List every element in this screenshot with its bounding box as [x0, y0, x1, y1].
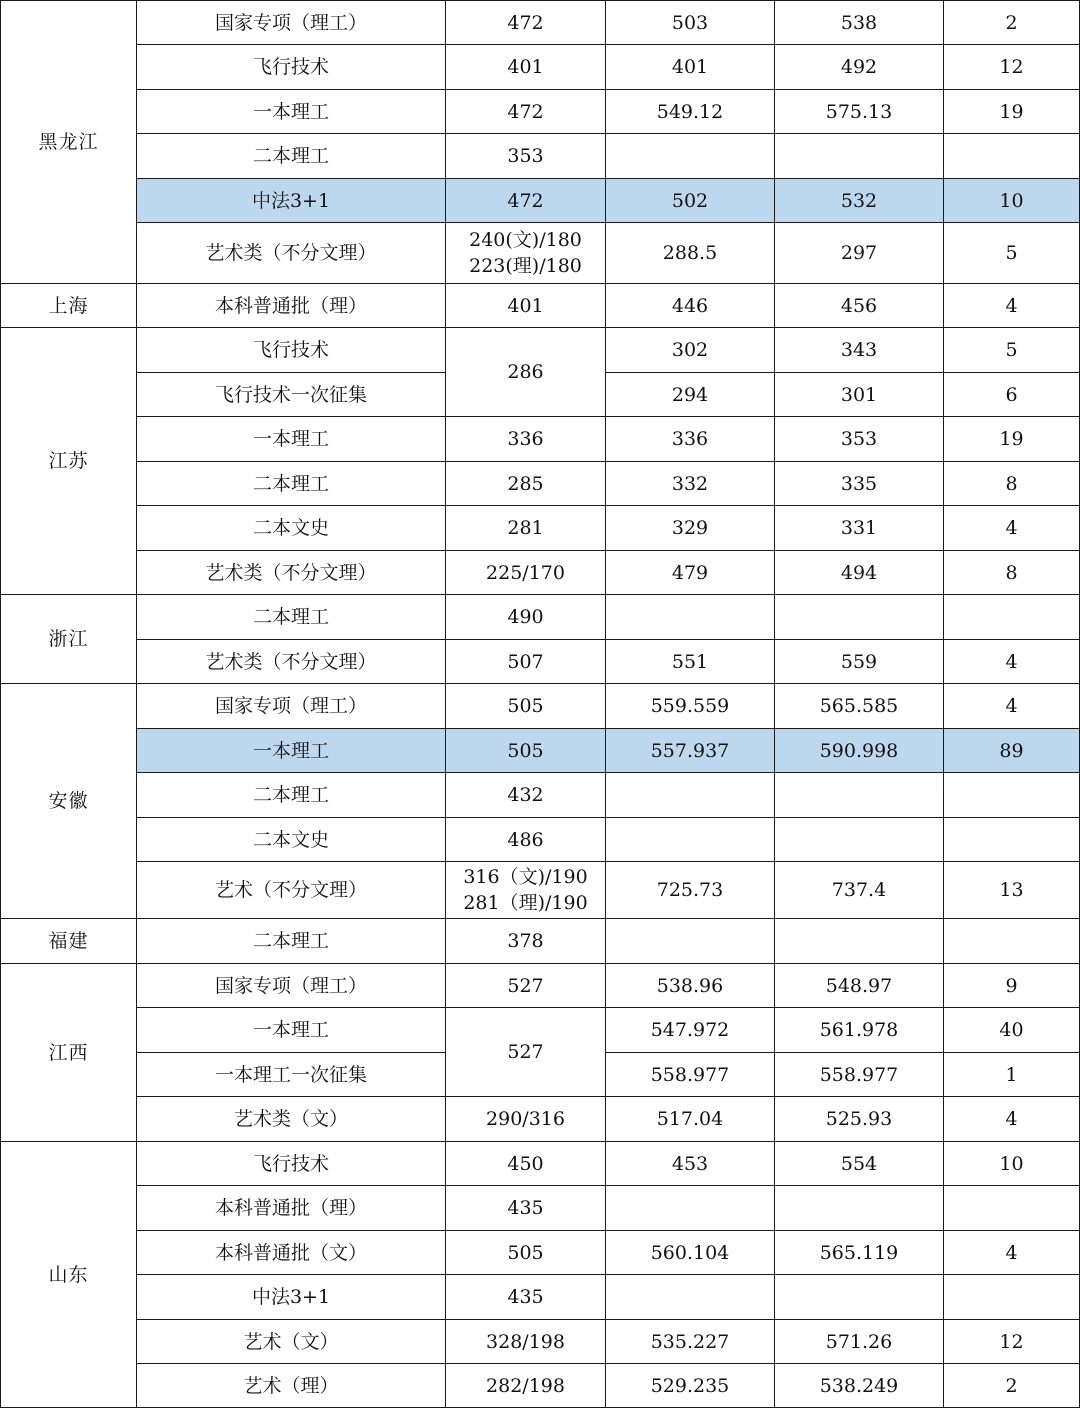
control-score-cell: 472	[446, 179, 606, 223]
max-score-cell: 565.119	[775, 1231, 944, 1275]
count-cell: 5	[944, 328, 1080, 373]
max-score-cell: 565.585	[775, 684, 944, 729]
min-score-cell: 502	[606, 179, 775, 223]
min-score-cell: 560.104	[606, 1231, 775, 1275]
min-score-cell: 288.5	[606, 223, 775, 284]
count-cell: 89	[944, 729, 1080, 773]
min-score-cell: 446	[606, 284, 775, 328]
table-row	[1, 551, 1080, 595]
max-score-cell: 353	[775, 417, 944, 462]
count-cell	[944, 773, 1080, 818]
category-cell: 一本理工一次征集	[137, 1053, 446, 1097]
count-cell: 19	[944, 90, 1080, 134]
table-row	[1, 1, 1080, 45]
min-score-cell: 549.12	[606, 90, 775, 134]
category-cell: 艺术类（不分文理）	[137, 551, 446, 595]
category-cell: 艺术类（文）	[137, 1097, 446, 1142]
province-cell: 山东	[1, 1142, 137, 1408]
province-cell: 浙江	[1, 595, 137, 684]
count-cell: 19	[944, 417, 1080, 462]
control-score-line: 281（理)/190	[463, 892, 588, 914]
count-cell: 4	[944, 684, 1080, 729]
min-score-cell: 479	[606, 551, 775, 595]
min-score-cell: 453	[606, 1142, 775, 1186]
count-cell: 13	[944, 862, 1080, 919]
category-cell: 飞行技术	[137, 328, 446, 373]
min-score-cell: 517.04	[606, 1097, 775, 1142]
control-score-cell: 450	[446, 1142, 606, 1186]
category-cell: 本科普通批（文）	[137, 1231, 446, 1275]
control-score-cell: 490	[446, 595, 606, 640]
count-cell: 6	[944, 373, 1080, 417]
min-score-cell: 559.559	[606, 684, 775, 729]
max-score-cell: 492	[775, 45, 944, 90]
min-score-cell: 294	[606, 373, 775, 417]
control-score-cell	[446, 862, 606, 919]
category-cell: 二本理工	[137, 595, 446, 640]
max-score-cell: 554	[775, 1142, 944, 1186]
control-score-cell: 281	[446, 506, 606, 551]
category-cell: 飞行技术	[137, 45, 446, 90]
table-row	[1, 640, 1080, 684]
table-row	[1, 462, 1080, 506]
control-score-cell: 486	[446, 818, 606, 862]
category-cell: 国家专项（理工）	[137, 964, 446, 1008]
province-cell: 黑龙江	[1, 1, 137, 284]
min-score-cell: 332	[606, 462, 775, 506]
max-score-cell: 559	[775, 640, 944, 684]
max-score-cell: 297	[775, 223, 944, 284]
category-cell: 二本理工	[137, 919, 446, 964]
count-cell: 12	[944, 1320, 1080, 1364]
max-score-cell	[775, 773, 944, 818]
control-score-cell: 282/198	[446, 1364, 606, 1408]
min-score-cell: 503	[606, 1, 775, 45]
count-cell: 5	[944, 223, 1080, 284]
min-score-cell: 547.972	[606, 1008, 775, 1053]
control-score-cell: 435	[446, 1275, 606, 1320]
min-score-cell: 558.977	[606, 1053, 775, 1097]
max-score-cell	[775, 818, 944, 862]
category-cell: 中法3+1	[137, 179, 446, 223]
control-score-cell	[446, 223, 606, 284]
category-cell: 艺术（理）	[137, 1364, 446, 1408]
control-score-cell: 435	[446, 1186, 606, 1231]
table-row	[1, 1142, 1080, 1186]
count-cell	[944, 134, 1080, 179]
category-cell: 艺术（不分文理）	[137, 862, 446, 919]
min-score-cell: 557.937	[606, 729, 775, 773]
table-row	[1, 595, 1080, 640]
table-row	[1, 1364, 1080, 1408]
category-cell: 一本理工	[137, 90, 446, 134]
min-score-cell	[606, 818, 775, 862]
category-cell: 二本理工	[137, 134, 446, 179]
table-row	[1, 45, 1080, 90]
count-cell: 2	[944, 1, 1080, 45]
table-row	[1, 1320, 1080, 1364]
category-cell: 艺术类（不分文理）	[137, 223, 446, 284]
max-score-cell	[775, 1275, 944, 1320]
count-cell: 8	[944, 551, 1080, 595]
category-cell: 二本理工	[137, 773, 446, 818]
max-score-cell	[775, 1186, 944, 1231]
category-cell: 飞行技术一次征集	[137, 373, 446, 417]
control-score-cell: 472	[446, 90, 606, 134]
table-row	[1, 284, 1080, 328]
category-cell: 一本理工	[137, 729, 446, 773]
min-score-cell: 725.73	[606, 862, 775, 919]
min-score-cell: 336	[606, 417, 775, 462]
count-cell: 4	[944, 640, 1080, 684]
max-score-cell: 525.93	[775, 1097, 944, 1142]
max-score-cell: 575.13	[775, 90, 944, 134]
category-cell: 艺术（文）	[137, 1320, 446, 1364]
min-score-cell: 401	[606, 45, 775, 90]
count-cell: 4	[944, 284, 1080, 328]
control-score-cell: 527	[446, 1008, 606, 1097]
control-score-cell: 505	[446, 729, 606, 773]
category-cell: 飞行技术	[137, 1142, 446, 1186]
max-score-cell: 343	[775, 328, 944, 373]
max-score-cell	[775, 595, 944, 640]
count-cell: 12	[944, 45, 1080, 90]
max-score-cell: 301	[775, 373, 944, 417]
control-score-cell: 353	[446, 134, 606, 179]
province-cell: 福建	[1, 919, 137, 964]
max-score-cell: 335	[775, 462, 944, 506]
control-score-cell: 527	[446, 964, 606, 1008]
max-score-cell: 558.977	[775, 1053, 944, 1097]
table-row	[1, 919, 1080, 964]
max-score-cell: 456	[775, 284, 944, 328]
count-cell: 10	[944, 179, 1080, 223]
max-score-cell: 548.97	[775, 964, 944, 1008]
table-row	[1, 818, 1080, 862]
table-row	[1, 1008, 1080, 1053]
category-cell: 二本文史	[137, 818, 446, 862]
max-score-cell: 331	[775, 506, 944, 551]
category-cell: 二本理工	[137, 462, 446, 506]
control-score-cell: 286	[446, 328, 606, 417]
control-score-line: 316（文)/190	[463, 866, 588, 888]
min-score-cell	[606, 919, 775, 964]
table-row	[1, 684, 1080, 729]
table-row	[1, 773, 1080, 818]
min-score-cell: 551	[606, 640, 775, 684]
min-score-cell	[606, 595, 775, 640]
category-cell: 国家专项（理工）	[137, 684, 446, 729]
count-cell: 8	[944, 462, 1080, 506]
category-cell: 艺术类（不分文理）	[137, 640, 446, 684]
max-score-cell: 737.4	[775, 862, 944, 919]
table-row	[1, 328, 1080, 373]
min-score-cell	[606, 773, 775, 818]
table-row	[1, 506, 1080, 551]
count-cell: 4	[944, 506, 1080, 551]
table-row-highlighted	[1, 179, 1080, 223]
control-score-cell: 505	[446, 1231, 606, 1275]
min-score-cell: 302	[606, 328, 775, 373]
table-row	[1, 862, 1080, 919]
min-score-cell: 529.235	[606, 1364, 775, 1408]
table-row	[1, 1186, 1080, 1231]
table-row	[1, 964, 1080, 1008]
table-row	[1, 417, 1080, 462]
control-score-cell: 285	[446, 462, 606, 506]
control-score-cell: 336	[446, 417, 606, 462]
control-score-cell: 432	[446, 773, 606, 818]
control-score-cell: 472	[446, 1, 606, 45]
count-cell: 9	[944, 964, 1080, 1008]
count-cell: 2	[944, 1364, 1080, 1408]
control-score-cell: 507	[446, 640, 606, 684]
max-score-cell: 590.998	[775, 729, 944, 773]
count-cell: 4	[944, 1097, 1080, 1142]
control-score-cell: 225/170	[446, 551, 606, 595]
control-score-cell: 378	[446, 919, 606, 964]
category-cell: 二本文史	[137, 506, 446, 551]
table-row	[1, 1275, 1080, 1320]
category-cell: 中法3+1	[137, 1275, 446, 1320]
count-cell: 4	[944, 1231, 1080, 1275]
min-score-cell	[606, 134, 775, 179]
table-row	[1, 1097, 1080, 1142]
table-row-highlighted	[1, 729, 1080, 773]
control-score-cell: 290/316	[446, 1097, 606, 1142]
control-score-line: 223(理)/180	[469, 255, 582, 277]
max-score-cell: 561.978	[775, 1008, 944, 1053]
control-score-line: 240(文)/180	[469, 229, 582, 251]
count-cell	[944, 1275, 1080, 1320]
min-score-cell: 535.227	[606, 1320, 775, 1364]
table-row	[1, 1231, 1080, 1275]
min-score-cell	[606, 1186, 775, 1231]
count-cell	[944, 595, 1080, 640]
table-row	[1, 90, 1080, 134]
category-cell: 本科普通批（理）	[137, 1186, 446, 1231]
count-cell	[944, 919, 1080, 964]
province-cell: 江苏	[1, 328, 137, 595]
max-score-cell: 571.26	[775, 1320, 944, 1364]
count-cell: 40	[944, 1008, 1080, 1053]
max-score-cell: 538	[775, 1, 944, 45]
province-cell: 上海	[1, 284, 137, 328]
count-cell: 10	[944, 1142, 1080, 1186]
min-score-cell: 329	[606, 506, 775, 551]
province-cell: 安徽	[1, 684, 137, 919]
count-cell	[944, 1186, 1080, 1231]
max-score-cell	[775, 134, 944, 179]
max-score-cell: 532	[775, 179, 944, 223]
category-cell: 一本理工	[137, 1008, 446, 1053]
max-score-cell: 538.249	[775, 1364, 944, 1408]
count-cell	[944, 818, 1080, 862]
max-score-cell	[775, 919, 944, 964]
table-row	[1, 134, 1080, 179]
control-score-cell: 401	[446, 45, 606, 90]
min-score-cell: 538.96	[606, 964, 775, 1008]
max-score-cell: 494	[775, 551, 944, 595]
control-score-cell: 505	[446, 684, 606, 729]
category-cell: 国家专项（理工）	[137, 1, 446, 45]
control-score-cell: 401	[446, 284, 606, 328]
count-cell: 1	[944, 1053, 1080, 1097]
category-cell: 本科普通批（理）	[137, 284, 446, 328]
category-cell: 一本理工	[137, 417, 446, 462]
min-score-cell	[606, 1275, 775, 1320]
province-cell: 江西	[1, 964, 137, 1142]
control-score-cell: 328/198	[446, 1320, 606, 1364]
table-row	[1, 223, 1080, 284]
